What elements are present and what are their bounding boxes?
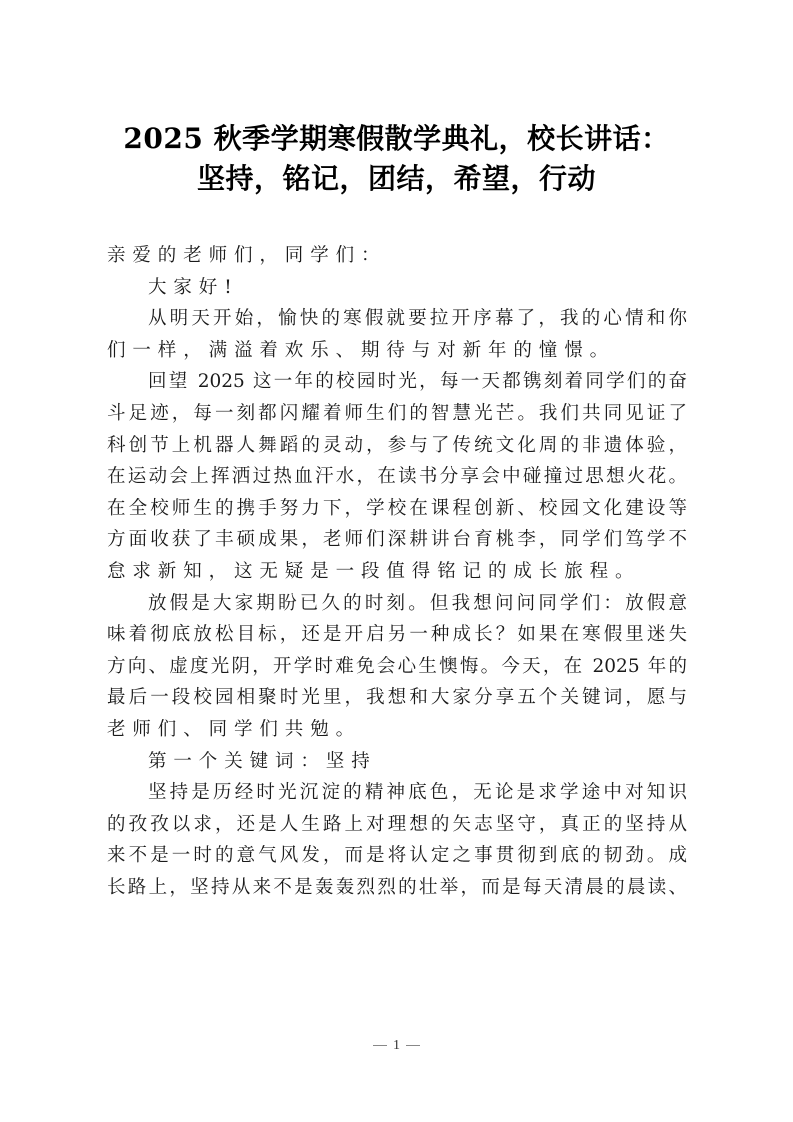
text-line: 怠求新知，这无疑是一段值得铭记的成长旅程。 — [107, 560, 641, 582]
text-line: 坚持是历经时光沉淀的精神底色，无论是求学途中对知识 — [148, 782, 687, 804]
text-line: 从明天开始，愉快的寒假就要拉开序幕了，我的心情和你 — [148, 308, 687, 330]
title-line-1: 2025 秋季学期寒假散学典礼，校长讲话： — [123, 122, 670, 155]
text-line: 来不是一时的意气风发，而是将认定之事贯彻到底的韧劲。成 — [107, 845, 687, 867]
text-line: 大家好! — [148, 276, 239, 298]
text-line: 老师们、同学们共勉。 — [107, 718, 362, 740]
text-line: 长路上，坚持从来不是轰轰烈烈的壮举，而是每天清晨的晨读、 — [107, 876, 687, 898]
title-line-2: 坚持，铭记，团结，希望，行动 — [196, 162, 596, 195]
text-line: 味着彻底放松目标，还是开启另一种成长？如果在寒假里迷失 — [107, 624, 687, 646]
text-line: 放假是大家期盼已久的时刻。但我想问问同学们：放假意 — [148, 592, 687, 614]
text-line: 方面收获了丰硕成果，老师们深耕讲台育桃李，同学们笃学不 — [107, 529, 687, 551]
text-line: 最后一段校园相聚时光里，我想和大家分享五个关键词，愿与 — [107, 687, 687, 709]
text-line: 斗足迹，每一刻都闪耀着师生们的智慧光芒。我们共同见证了 — [107, 402, 687, 424]
document-body — [107, 240, 687, 903]
text-line: 们一样，满溢着欢乐、期待与对新年的憧憬。 — [107, 339, 616, 361]
page-number: 1 — [393, 1038, 400, 1053]
footer-dash-left — [373, 1045, 387, 1046]
text-line: 在全校师生的携手努力下，学校在课程创新、校园文化建设等 — [107, 497, 687, 519]
page-footer — [0, 1038, 793, 1054]
text-line: 回望 2025 这一年的校园时光，每一天都镌刻着同学们的奋 — [148, 371, 687, 393]
text-line: 的孜孜以求，还是人生路上对理想的矢志坚守，真正的坚持从 — [107, 813, 687, 835]
footer-dash-right — [406, 1045, 420, 1046]
text-line: 在运动会上挥洒过热血汗水，在读书分享会中碰撞过思想火花。 — [107, 466, 687, 488]
text-line: 方向、虚度光阴，开学时难免会心生懊悔。今天，在 2025 年的 — [107, 655, 687, 677]
text-line: 第一个关键词：坚持 — [148, 750, 377, 772]
text-line: 科创节上机器人舞蹈的灵动，参与了传统文化周的非遗体验， — [107, 434, 687, 456]
text-line: 亲爱的老师们，同学们： — [107, 245, 387, 266]
